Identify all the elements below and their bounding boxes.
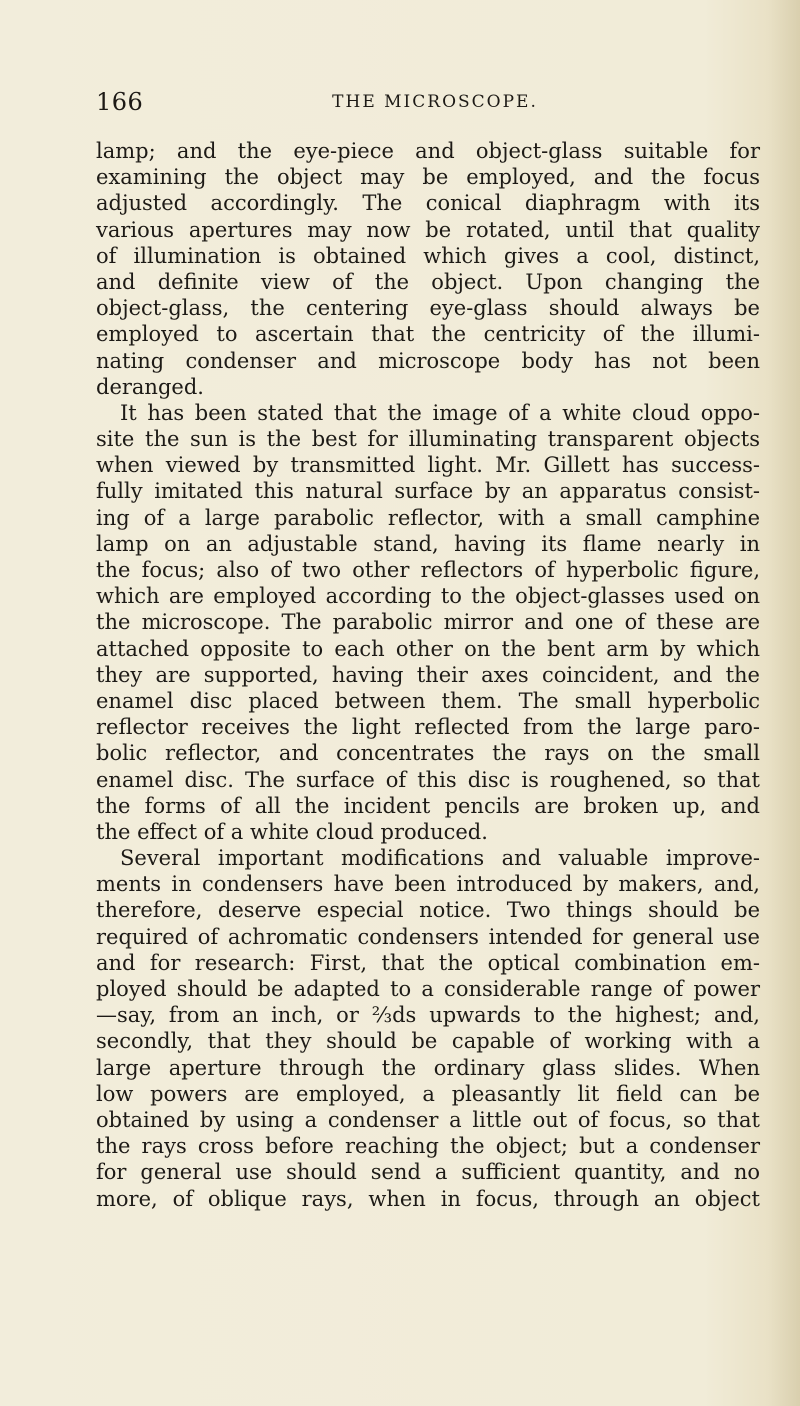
text-line: low powers are employed, a pleasantly lit field can be: [96, 1081, 760, 1106]
page-header: [96, 88, 754, 118]
running-head: THE MICROSCOPE.: [332, 92, 538, 112]
text-line: various apertures may now be rotated, until that quality: [96, 217, 760, 242]
text-line: the focus; also of two other reflectors of hyperbolic figure,: [96, 558, 760, 582]
text-line: obtained by using a condenser a little out of focus, so that: [96, 1107, 760, 1132]
text-line: secondly, that they should be capable of working with a: [96, 1029, 760, 1054]
text-line: employed to ascertain that the centricity of the illumi-: [96, 322, 760, 347]
text-line: the microscope. The parabolic mirror and one of these are: [96, 610, 760, 635]
text-line: object-glass, the centering eye-glass should always be: [96, 296, 760, 321]
text-line: ments in condensers have been introduced by makers, and,: [96, 872, 760, 897]
text-line: therefore, deserve especial notice. Two things should be: [96, 898, 760, 923]
text-line: fully imitated this natural surface by an apparatus consist-: [96, 479, 760, 504]
text-line: which are employed according to the object-glasses used on: [96, 584, 760, 609]
body-text: [96, 138, 760, 1212]
text-line: attached opposite to each other on the bent arm by which: [96, 636, 760, 661]
text-line: lamp; and the eye-piece and object-glass suitable for: [96, 139, 760, 163]
text-line: nating condenser and microscope body has not been: [96, 348, 760, 373]
text-line: and for research: First, that the optical combination em-: [96, 950, 760, 975]
text-line: adjusted accordingly. The conical diaphragm with its: [96, 191, 760, 216]
text-line: ployed should be adapted to a considerable range of power: [96, 977, 760, 1001]
text-line: reflector receives the light reflected from the large paro-: [96, 715, 760, 740]
text-line: the effect of a white cloud produced.: [96, 819, 488, 844]
text-line: when viewed by transmitted light. Mr. Gillett has success-: [96, 453, 760, 478]
text-line: and definite view of the object. Upon changing the: [96, 269, 760, 294]
text-line: examining the object may be employed, and the focus: [96, 165, 760, 190]
text-line: lamp on an adjustable stand, having its flame nearly in: [96, 531, 760, 556]
text-line: enamel disc placed between them. The small hyperbolic: [96, 688, 760, 713]
text-line: site the sun is the best for illuminating transparent objects: [96, 427, 760, 452]
text-line: for general use should send a sufficient quantity, and no: [96, 1160, 760, 1185]
text-line: required of achromatic condensers intended for general use: [96, 924, 760, 949]
text-line: bolic reflector, and concentrates the rays on the small: [96, 741, 760, 766]
text-line: they are supported, having their axes coincident, and the: [96, 662, 760, 687]
text-line: the rays cross before reaching the object; but a condenser: [96, 1134, 760, 1159]
text-line: ing of a large parabolic reflector, with a small camphine: [96, 505, 760, 530]
text-line: —say, from an inch, or ⅔ds upwards to the highest; and,: [96, 1003, 760, 1028]
text-line: It has been stated that the image of a white cloud oppo-: [120, 400, 760, 425]
text-line: Several important modifications and valuable improve-: [120, 846, 760, 871]
text-line: the forms of all the incident pencils are broken up, and: [96, 793, 760, 818]
text-line: of illumination is obtained which gives a cool, distinct,: [96, 243, 760, 268]
page-number: 166: [96, 88, 144, 116]
text-line: deranged.: [96, 374, 204, 399]
text-line: enamel disc. The surface of this disc is roughened, so that: [96, 767, 760, 792]
text-line: large aperture through the ordinary glass slides. When: [96, 1055, 760, 1080]
text-line: more, of oblique rays, when in focus, through an object: [96, 1186, 760, 1211]
